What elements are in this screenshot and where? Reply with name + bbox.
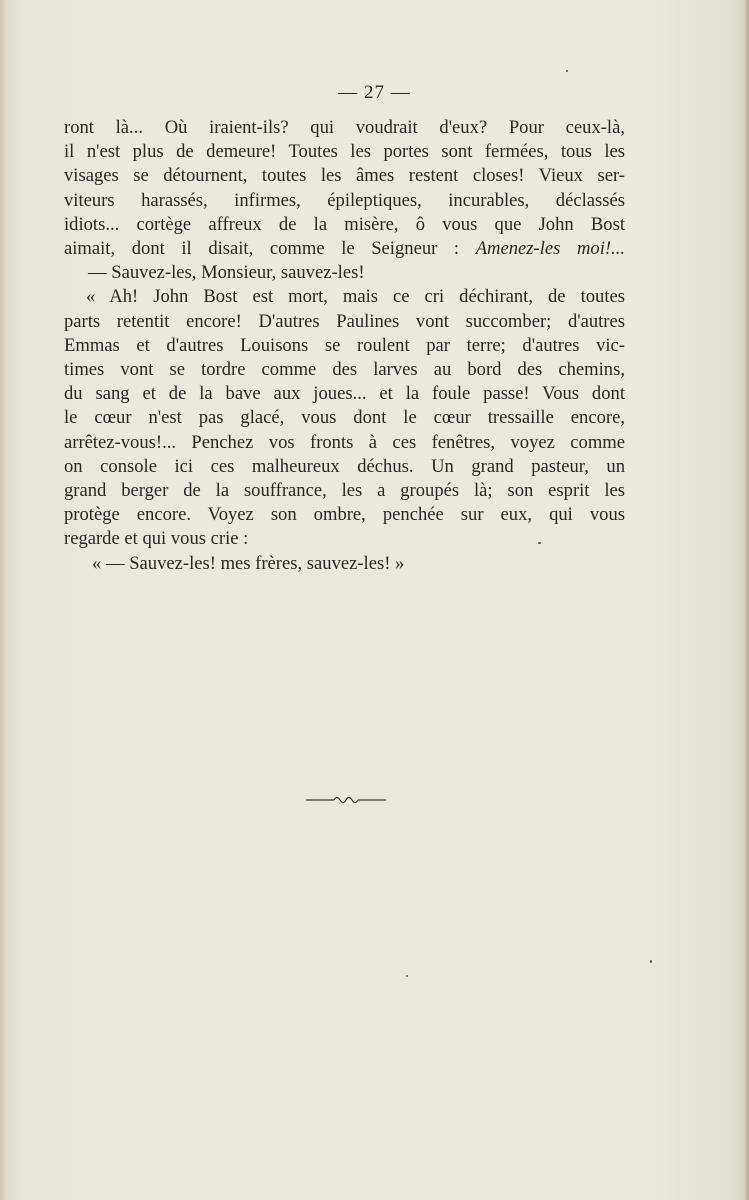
text-line: « Ah! John Bost est mort, mais ce cri déchirant, de toutes [86, 286, 625, 308]
text-line: ront là... Où iraient-ils? qui voudrait d'eux? Pour ceux-là, [64, 117, 625, 138]
text-line: idiots... cortège affreux de la misère, ô vous que John Bost [64, 213, 625, 235]
section-divider-ornament [304, 790, 388, 810]
italic-quote: Amenez-les moi!... [475, 238, 625, 260]
text-line: regarde et qui vous crie : [64, 528, 249, 550]
body-text [64, 116, 625, 576]
paper-speck [650, 960, 652, 963]
text-line: le cœur n'est pas glacé, vous dont le cœur tressaille encore, [64, 407, 625, 429]
text-line: « — Sauvez-les! mes frères, sauvez-les! » [92, 552, 405, 574]
paper-speck [406, 975, 408, 977]
text-line: — Sauvez-les, Monsieur, sauvez-les! [88, 262, 365, 284]
text-segment: aimait, dont il disait, comme le Seigneur : [64, 238, 476, 260]
text-line: parts retentit encore! D'autres Paulines vont succomber; d'autres [64, 310, 625, 332]
text-line: grand berger de la souffrance, les a groupés là; son esprit les [64, 480, 625, 502]
text-line: Emmas et d'autres Louisons se roulent par terre; d'autres vic- [64, 334, 625, 356]
text-line: du sang et de la bave aux joues... et la foule passe! Vous dont [64, 383, 625, 405]
text-line: times vont se tordre comme des larves au bord des chemins, [64, 359, 625, 381]
text-line: arrêtez-vous!... Penchez vos fronts à ces fenêtres, voyez comme [64, 431, 625, 453]
text-line: visages se détournent, toutes les âmes restent closes! Vieux ser- [64, 165, 625, 187]
page-right-edge-shadow [744, 0, 749, 1200]
text-line: on console ici ces malheureux déchus. Un grand pasteur, un [64, 455, 625, 477]
text-line: protège encore. Voyez son ombre, penchée sur eux, qui vous [64, 504, 625, 526]
page-number: — 27 — [338, 82, 411, 103]
paper-speck [538, 542, 541, 544]
page-left-edge-shadow [0, 0, 6, 1200]
text-line-with-quote [64, 237, 625, 261]
paper-speck [566, 70, 568, 72]
text-line: viteurs harassés, infirmes, épileptiques, incurables, déclassés [64, 189, 625, 211]
text-line: il n'est plus de demeure! Toutes les portes sont fermées, tous les [64, 141, 625, 163]
